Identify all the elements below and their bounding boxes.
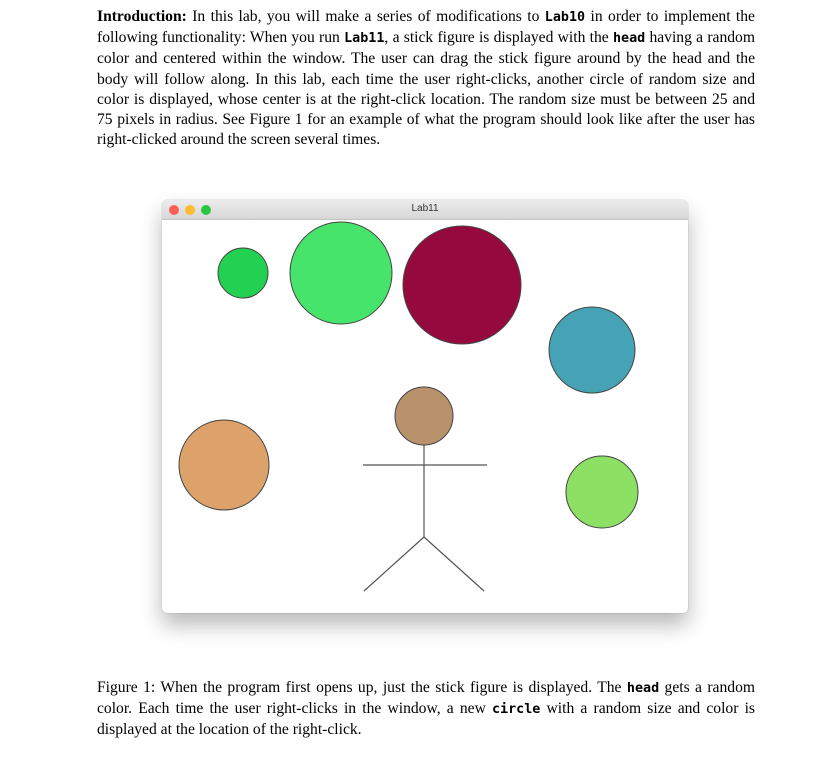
random-circle — [290, 222, 392, 324]
stick-head[interactable] — [395, 387, 453, 445]
random-circle — [549, 307, 635, 393]
random-circle — [179, 420, 269, 510]
lab11-window — [162, 200, 688, 613]
stick-right-leg — [424, 537, 484, 591]
caption-text-2: gets a random color. Each time the user right-clicks in the window, a new — [97, 679, 755, 718]
intro-text-1: In this lab, you will make a series of modifications to — [186, 8, 545, 25]
intro-text-2: in order to implement the following functionality: When you run — [97, 8, 755, 47]
caption-text-1: Figure 1: When the program first opens up, just the stick figure is displayed. The — [97, 679, 627, 696]
circle-code: circle — [492, 702, 541, 718]
window-title: Lab11 — [411, 203, 439, 214]
lab11-code: Lab11 — [344, 31, 385, 47]
stick-left-leg — [364, 537, 424, 591]
intro-heading: Introduction: — [97, 8, 187, 25]
introduction-paragraph — [97, 7, 755, 150]
stick-figure[interactable] — [363, 387, 487, 591]
head-code: head — [612, 31, 646, 47]
lab10-code: Lab10 — [544, 10, 586, 25]
intro-text-3: , a stick figure is displayed with the — [384, 29, 613, 47]
window-titlebar[interactable] — [162, 200, 688, 220]
drawing-canvas[interactable] — [162, 220, 688, 613]
figure-caption — [97, 678, 755, 741]
head-code: head — [626, 681, 660, 696]
random-circle — [218, 248, 268, 298]
intro-text-4: having a random color and centered within the window. The user can drag the stick figure around by the head and the body will follow along. In this lab, each time the user right-clicks, another circle of random size and color is displayed, whose center is at the right-click location. The random size must be between 25 and 75 pixels in radius. See Figure 1 for an example of what the program should look like after the user has right-clicked around the screen several times. — [97, 29, 755, 149]
random-circle — [566, 456, 638, 528]
caption-text-3: with a random size and color is displayed at the location of the right-click. — [97, 700, 755, 739]
random-circle — [403, 226, 521, 344]
